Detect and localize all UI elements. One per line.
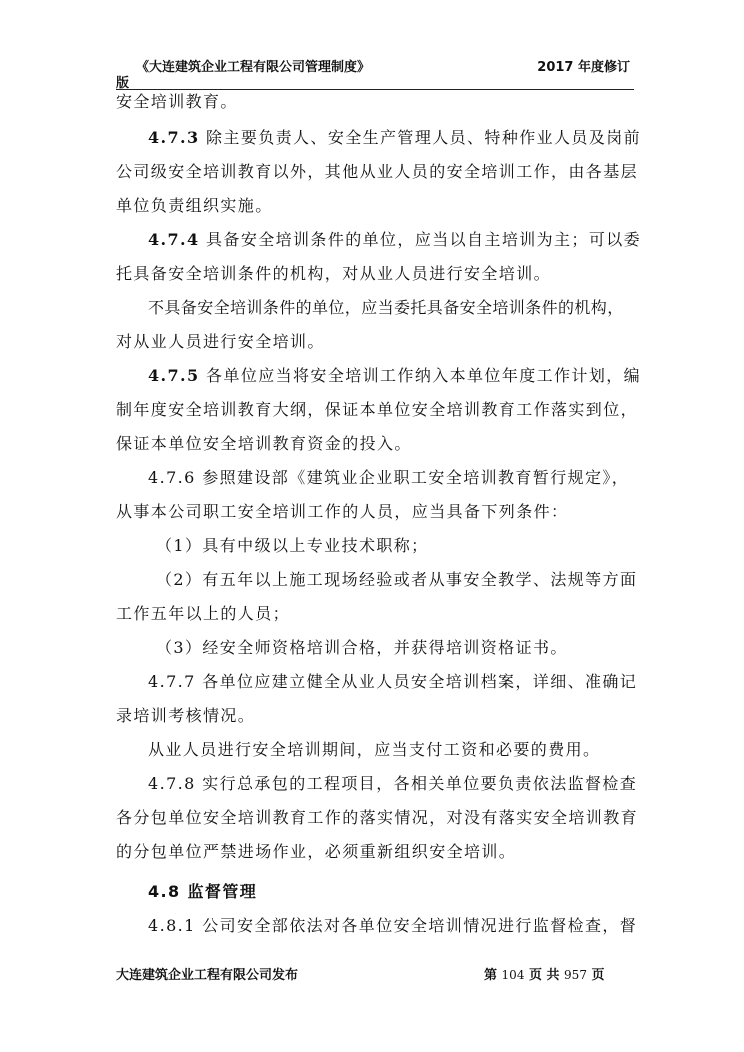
paragraph-line: 从业人员进行安全培训期间，应当支付工资和必要的费用。 xyxy=(148,740,601,759)
page-total: 957 xyxy=(564,968,587,982)
clause-4-8-1: 4.8.1 公司安全部依法对各单位安全培训情况进行监督检查，督 xyxy=(148,916,638,935)
paragraph-line: 从事本公司职工安全培训工作的人员，应当具备下列条件： xyxy=(116,502,569,521)
section-heading: 4.8 监督管理 xyxy=(148,882,258,901)
clause-number: 4.7.4 xyxy=(148,230,200,249)
clause-4-7-5: 4.7.5 各单位应当将安全培训工作纳入本单位年度工作计划，编 xyxy=(148,366,642,385)
footer-publisher: 大连建筑企业工程有限公司发布 xyxy=(116,968,299,983)
paragraph-line: 安全培训教育。 xyxy=(116,92,238,111)
paragraph-line: 各分包单位安全培训教育工作的落实情况，对没有落实安全培训教育 xyxy=(116,808,639,827)
page-indicator: 第 104 页 共 957 页 xyxy=(484,968,605,983)
paragraph-line: 制年度安全培训教育大纲，保证本单位安全培训教育工作落实到位， xyxy=(116,400,639,419)
paragraph-line: 不具备安全培训条件的单位，应当委托具备安全培训条件的机构， xyxy=(148,298,624,317)
paragraph-line: 单位负责组织实施。 xyxy=(116,196,273,215)
clause-4-7-7: 4.7.7 各单位应建立健全从业人员安全培训档案，详细、准确记 xyxy=(148,672,638,691)
header-revision-tail: 版 xyxy=(116,76,130,91)
page-footer xyxy=(116,964,636,984)
paragraph-line: 对从业人员进行安全培训。 xyxy=(116,332,325,351)
header-title: 《大连建筑企业工程有限公司管理制度》 xyxy=(136,60,371,75)
page-number: 104 xyxy=(501,968,525,982)
paragraph-line: 保证本单位安全培训教育资金的投入。 xyxy=(116,434,412,453)
clause-4-7-6: 4.7.6 参照建设部《建筑业企业职工安全培训教育暂行规定》， xyxy=(148,468,630,487)
clause-number: 4.7.5 xyxy=(148,366,200,385)
clause-number: 4.7.3 xyxy=(148,128,200,147)
clause-4-7-4: 4.7.4 具备安全培训条件的单位，应当以自主培训为主；可以委 xyxy=(148,230,642,249)
header-revision: 2017 年度修订 xyxy=(537,60,630,75)
paragraph-line: 托具备安全培训条件的机构，对从业人员进行安全培训。 xyxy=(116,264,552,283)
clause-4-7-3: 4.7.3 除主要负责人、安全生产管理人员、特种作业人员及岗前 xyxy=(148,128,642,147)
list-item: （2）有五年以上施工现场经验或者从事安全教学、法规等方面 xyxy=(156,570,638,589)
list-item: （3）经安全师资格培训合格，并获得培训资格证书。 xyxy=(156,638,568,657)
list-item: （1）具有中级以上专业技术职称； xyxy=(156,536,429,555)
paragraph-line: 的分包单位严禁进场作业，必须重新组织安全培训。 xyxy=(116,842,517,861)
paragraph-line: 公司级安全培训教育以外，其他从业人员的安全培训工作，由各基层 xyxy=(116,162,639,181)
clause-4-7-8: 4.7.8 实行总承包的工程项目，各相关单位要负责依法监督检查 xyxy=(148,774,638,793)
paragraph-line: 录培训考核情况。 xyxy=(116,706,256,725)
page-header xyxy=(116,52,636,90)
paragraph-line: 工作五年以上的人员； xyxy=(116,604,291,623)
